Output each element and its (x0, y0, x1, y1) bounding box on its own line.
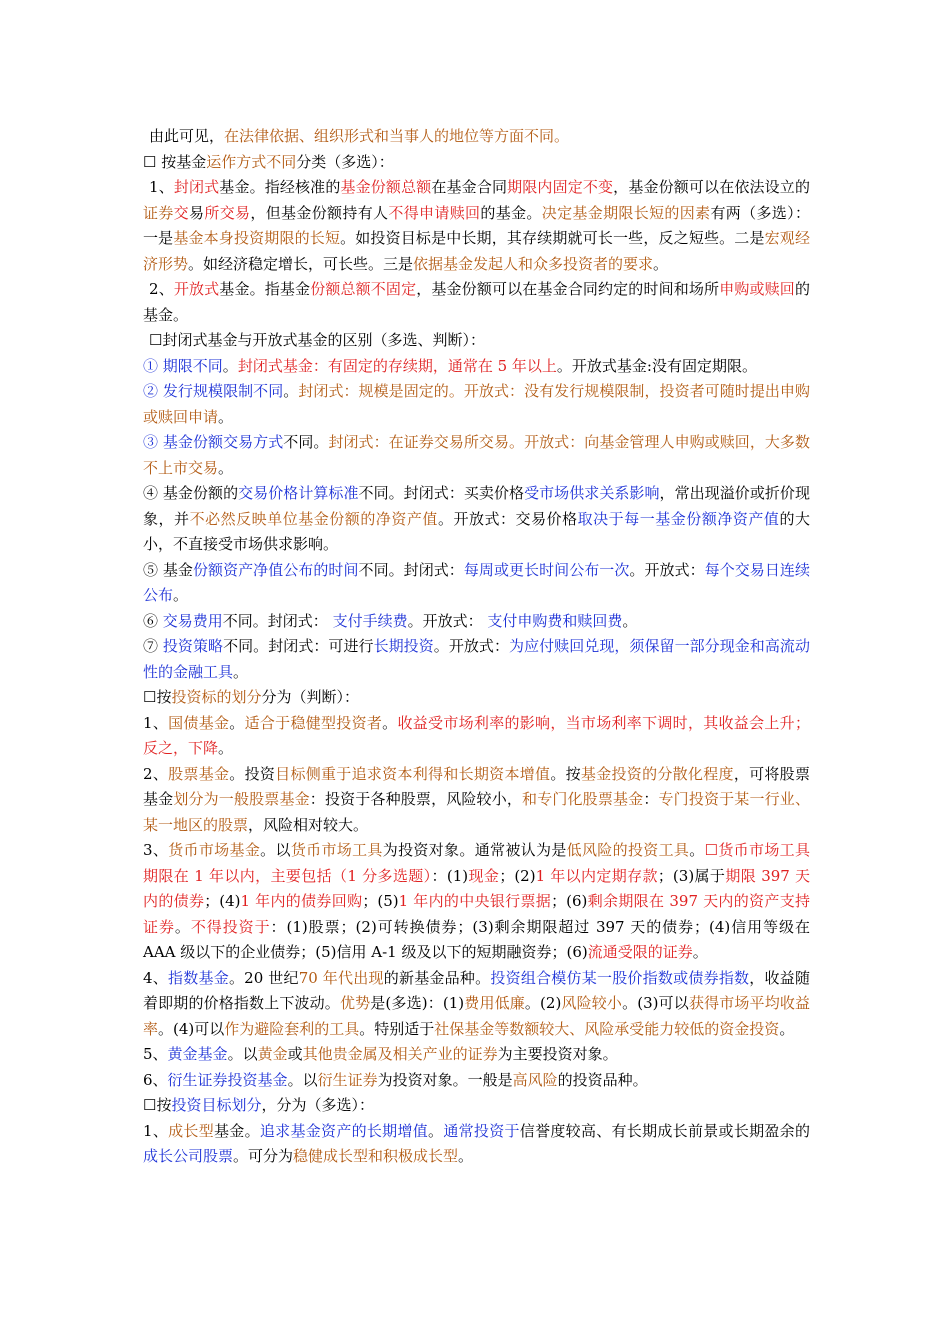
text-run: 获得市场平均收益率 (143, 994, 810, 1038)
text-run: 指数基金 (168, 968, 229, 987)
text-run: 1、 (143, 1121, 169, 1140)
text-run: 不必然反映单位基金份额的净资产值 (189, 509, 438, 528)
text-run: 支付申购费和赎回费 (487, 611, 623, 630)
text-run: 和专门化股票基金 (522, 790, 644, 808)
paragraph (143, 175, 810, 277)
text-run: 剩余期限在 397 天内的资产支持证券 (143, 892, 811, 936)
text-run: 1 年内的中央银行票据 (398, 892, 552, 910)
text-run: ，但基金份额持有人 (250, 203, 389, 222)
text-run: 基金。指经核准的 (219, 178, 341, 196)
text-run: ，分为（多选）： (261, 1096, 374, 1114)
text-run: 不同。封闭式： (222, 611, 333, 630)
text-run: 。 (692, 943, 708, 961)
text-run: 交 (173, 203, 190, 222)
text-run: 分类（多选）： (296, 152, 394, 171)
text-run: 申购或赎回 (719, 280, 795, 298)
text-run: 封闭式：规模是固定的。开放式：没有发行规模限制，投资者可随时提出申购或赎回申请 (143, 382, 810, 426)
text-run: ⑦ (143, 637, 163, 655)
text-run: 信誉度较高、有长期成长前景或长期盈余的 (519, 1121, 810, 1140)
text-run: 是(多选)：(1) (370, 994, 465, 1012)
text-run: 。 (229, 713, 245, 732)
text-run: ☐按 (143, 688, 172, 706)
text-run: 。 (382, 713, 398, 732)
paragraph (143, 966, 810, 1043)
paragraph (143, 634, 810, 685)
text-run: ：(1)股票；(2)可转换债券；(3)剩余期限超过 397 天的债券；(4)信用等级在 AAA 级以下的企业债券；(5)信用 A-1 级及以下的短期融资券；(6) (143, 917, 810, 961)
text-run: ；(2) (499, 866, 536, 885)
text-run: ，可将股票基金 (143, 764, 810, 808)
text-run: 费用低廉 (464, 994, 525, 1012)
paragraph (143, 277, 810, 328)
text-run: 为投资对象。通常被认为是 (382, 841, 567, 859)
text-run: 基金投资的分散化程度 (580, 764, 734, 783)
text-run: 不同。封闭式： (358, 560, 464, 579)
text-run: 不同。 (283, 433, 329, 451)
text-run: ☐按 (143, 1096, 172, 1114)
text-run: 2、 (149, 280, 174, 298)
text-run: 高风险 (512, 1070, 558, 1089)
text-run: 流通受限的证券 (587, 943, 693, 961)
text-run: 。以 (227, 1045, 258, 1063)
paragraph (143, 124, 810, 150)
text-run: ☐货币市场工具期限在 1 年以内，主要包括（1 分多选题） (143, 841, 810, 885)
text-run: 1、 (143, 713, 169, 732)
text-run: 。特别适于 (359, 1019, 435, 1038)
text-run: ⑤ 基金 (143, 560, 193, 579)
text-run: 期限不同 (162, 356, 223, 375)
paragraph (143, 150, 810, 176)
text-run: 3、 (143, 841, 169, 859)
text-run: 。 (653, 254, 669, 273)
paragraph (143, 328, 810, 354)
text-run: 优势 (339, 994, 371, 1012)
text-run: 封闭式基金：有固定的存续期，通常在 5 年以上 (237, 356, 557, 375)
paragraph (143, 1093, 810, 1119)
text-run: 投资目标划分 (171, 1096, 262, 1114)
text-run: 70 年代出现 (298, 968, 384, 987)
text-run: ，风险相对较大。 (248, 815, 369, 834)
text-run: 。以 (260, 841, 291, 859)
text-run: 投资策略 (162, 637, 224, 655)
text-run: 由此可见， (149, 127, 225, 145)
text-run: 在法律依据、组织形式和当事人的地位等方面不同。 (224, 127, 570, 145)
paragraph (143, 609, 810, 635)
text-run: 。 (458, 1147, 474, 1165)
text-run: 。开放式：交易价格 (437, 509, 578, 528)
text-run: 收益受市场利率的影响，当市场利率下调时，其收益会上升；反之，下降 (143, 713, 810, 757)
text-run: 宏观经济形势 (143, 229, 810, 273)
paragraph (143, 838, 810, 966)
document-body (143, 124, 810, 1170)
text-run: ：(1) (431, 866, 469, 885)
text-run: 。 (779, 1019, 795, 1038)
text-run: ① (143, 356, 163, 375)
text-run: 基金份额总额 (340, 178, 432, 196)
text-run: 的基金。 (480, 203, 542, 222)
text-run: ；(6) (551, 892, 588, 910)
text-run: 投资组合模仿某一股价指数或债券指数 (490, 968, 750, 987)
text-run: 长期投资 (373, 637, 434, 655)
text-run: 。 (218, 739, 234, 757)
text-run: 有两（多选）：一是 (143, 203, 810, 247)
text-run: 。 (283, 382, 299, 400)
paragraph (143, 685, 810, 711)
text-run: 的基金。 (143, 280, 810, 324)
text-run: 股票基金 (168, 764, 230, 783)
text-run: 。 (222, 356, 238, 375)
text-run: 份额资产净值公布的时间 (192, 560, 359, 579)
paragraph (143, 1119, 810, 1170)
text-run: 份额总额不固定 (310, 280, 417, 298)
paragraph (143, 481, 810, 558)
text-run: 。按 (550, 764, 581, 783)
text-run: 其他贵金属及相关产业的证券 (302, 1045, 498, 1063)
text-run: 易 (189, 203, 205, 222)
text-run: 。20 世纪 (228, 968, 299, 987)
text-run: 基金本身投资期限的长短 (173, 229, 341, 247)
text-run: 作为避险套利的工具 (224, 1019, 360, 1038)
text-run: 。 (173, 586, 189, 604)
text-run: 。开放式： (629, 560, 705, 579)
paragraph (143, 558, 810, 609)
text-run: 低风险的投资工具 (566, 841, 690, 859)
text-run: 依据基金发起人和众多投资者的要求 (413, 254, 654, 273)
text-run: 稳健成长型和积极成长型 (293, 1147, 459, 1165)
text-run: 开放式 (173, 280, 220, 298)
text-run: 交易价格计算标准 (238, 484, 359, 502)
text-run: ☐封闭式基金与开放式基金的区别（多选、判断）： (149, 331, 485, 349)
paragraph (143, 762, 810, 839)
text-run: ② (143, 382, 163, 400)
text-run: 。以 (287, 1070, 318, 1089)
text-run: 货币市场工具 (290, 841, 383, 859)
text-run: 黄金基金 (167, 1045, 228, 1063)
text-run: 。开放式： (433, 637, 510, 655)
text-run: ，基金份额可以在基金合同约定的时间和场所 (416, 280, 720, 298)
text-run: 1 年以内定期存款 (535, 866, 658, 885)
text-run: ： (643, 790, 659, 808)
text-run: 运作方式不同 (206, 152, 297, 171)
text-run: 风险较小 (561, 994, 623, 1012)
text-run: 衍生证券投资基金 (167, 1070, 288, 1089)
paragraph (143, 430, 810, 481)
text-run: 期限内固定不变 (507, 178, 614, 196)
text-run: 。 (622, 611, 638, 630)
text-run: 取决于每一基金份额净资产值 (577, 509, 780, 528)
text-run: 货币市场基金 (168, 841, 261, 859)
text-run: 追求基金资产的长期增值 (259, 1121, 429, 1140)
text-run: 。(3)可以 (622, 994, 689, 1012)
paragraph (143, 379, 810, 430)
text-run: ，基金份额可以在依法设立的 (613, 178, 810, 196)
paragraph (143, 1068, 810, 1094)
text-run: ☐ 按基金 (143, 152, 207, 171)
text-run: 基金份额交易方式 (162, 433, 284, 451)
text-run: 分为（判断）： (261, 688, 359, 706)
text-run: 成长公司股票 (143, 1147, 234, 1165)
text-run: 。(2) (524, 994, 562, 1012)
text-run: 决定基金期限长短的因素 (541, 203, 711, 222)
text-run: ⑥ (143, 611, 163, 630)
text-run: 基金。指基金 (219, 280, 311, 298)
text-run: 。如投资目标是中长期，其存续期就可长一些，反之短些。二是 (340, 229, 765, 247)
text-run: 。开放式： (407, 611, 488, 630)
text-run: 5、 (143, 1045, 168, 1063)
text-run: 。 (218, 407, 234, 426)
text-run: 的投资品种。 (557, 1070, 648, 1089)
text-run: 基金。 (214, 1121, 260, 1140)
text-run: 。(4)可以 (158, 1019, 225, 1038)
text-run: 或 (287, 1045, 303, 1063)
text-run: 。开放式基金:没有固定期限。 (556, 356, 757, 375)
text-run: 不同。封闭式：可进行 (223, 637, 374, 655)
text-run: 为主要投资对象。 (497, 1045, 618, 1063)
text-run: 专门投资于某一行业、某一地区的股票 (143, 790, 810, 834)
text-run: 目标侧重于追求资本利得和长期资本增值 (275, 764, 551, 783)
text-run: 成长型 (168, 1121, 214, 1140)
text-run: 社保基金等数额较大、风险承受能力较低的资金投资 (434, 1019, 780, 1038)
text-run: 不得申请赎回 (388, 203, 481, 222)
text-run: 适合于稳健型投资者 (244, 713, 383, 732)
paragraph (143, 354, 810, 380)
text-run: 。可分为 (233, 1147, 294, 1165)
text-run: 期限 397 天内的债券 (143, 866, 811, 910)
text-run: 通常投资于 (443, 1121, 520, 1140)
text-run: 2、 (143, 764, 169, 783)
text-run: 的大小，不直接受市场供求影响。 (143, 509, 810, 553)
text-run: 。如经济稳定增长，可长些。三是 (188, 254, 414, 273)
text-run: ，常出现溢价或折价现象，并 (143, 484, 810, 528)
text-run: ；(5) (362, 892, 399, 910)
text-run: 。 (174, 917, 191, 936)
text-run: 。 (689, 841, 705, 859)
text-run: 衍生证券 (317, 1070, 378, 1089)
text-run: 现金 (468, 866, 500, 885)
text-run: ；(4) (204, 892, 241, 910)
text-run: 4、 (143, 968, 169, 987)
text-run: 6、 (143, 1070, 168, 1089)
text-run: 不同。封闭式：买卖价格 (358, 484, 525, 502)
text-run: ：投资于各种股票，风险较小， (309, 790, 523, 808)
text-run: 交易费用 (162, 611, 223, 630)
text-run: 证券 (143, 203, 174, 222)
text-run: 为应付赎回兑现，须保留一部分现金和高流动性的金融工具 (143, 637, 810, 681)
text-run: ，收益随着即期的价格指数上下波动。 (143, 968, 810, 1012)
text-run: 国债基金 (168, 713, 230, 732)
paragraph (143, 1042, 810, 1068)
text-run: 。 (233, 662, 249, 681)
text-run: 支付手续费 (332, 611, 408, 630)
text-run: 为投资对象。一般是 (377, 1070, 513, 1089)
text-run: 在基金合同 (431, 178, 508, 196)
text-run: 1 年内的债券回购 (240, 892, 363, 910)
text-run: ③ (143, 433, 163, 451)
paragraph (143, 711, 810, 762)
text-run: 受市场供求关系影响 (524, 484, 660, 502)
text-run: 。 (218, 458, 234, 477)
text-run: 的新基金品种。 (383, 968, 491, 987)
text-run: 。投资 (229, 764, 276, 783)
text-run: 划分为一般股票基金 (173, 790, 310, 808)
text-run: 每周或更长时间公布一次 (463, 560, 630, 579)
text-run: 封闭式：在证券交易所交易。开放式：向基金管理人申购或赎回，大多数不上市交易 (143, 433, 810, 477)
text-run: 1、 (149, 178, 174, 196)
text-run: 发行规模限制不同 (162, 382, 284, 400)
text-run: 。 (428, 1121, 444, 1140)
text-run: 黄金 (257, 1045, 288, 1063)
text-run: 所交易 (204, 203, 251, 222)
text-run: 封闭式 (173, 178, 220, 196)
text-run: 不得投资于 (190, 917, 271, 936)
text-run: ；(3)属于 (657, 866, 726, 885)
text-run: ④ 基金份额的 (143, 484, 239, 502)
text-run: 投资标的划分 (171, 688, 262, 706)
text-run: 每个交易日连续公布 (143, 560, 810, 604)
